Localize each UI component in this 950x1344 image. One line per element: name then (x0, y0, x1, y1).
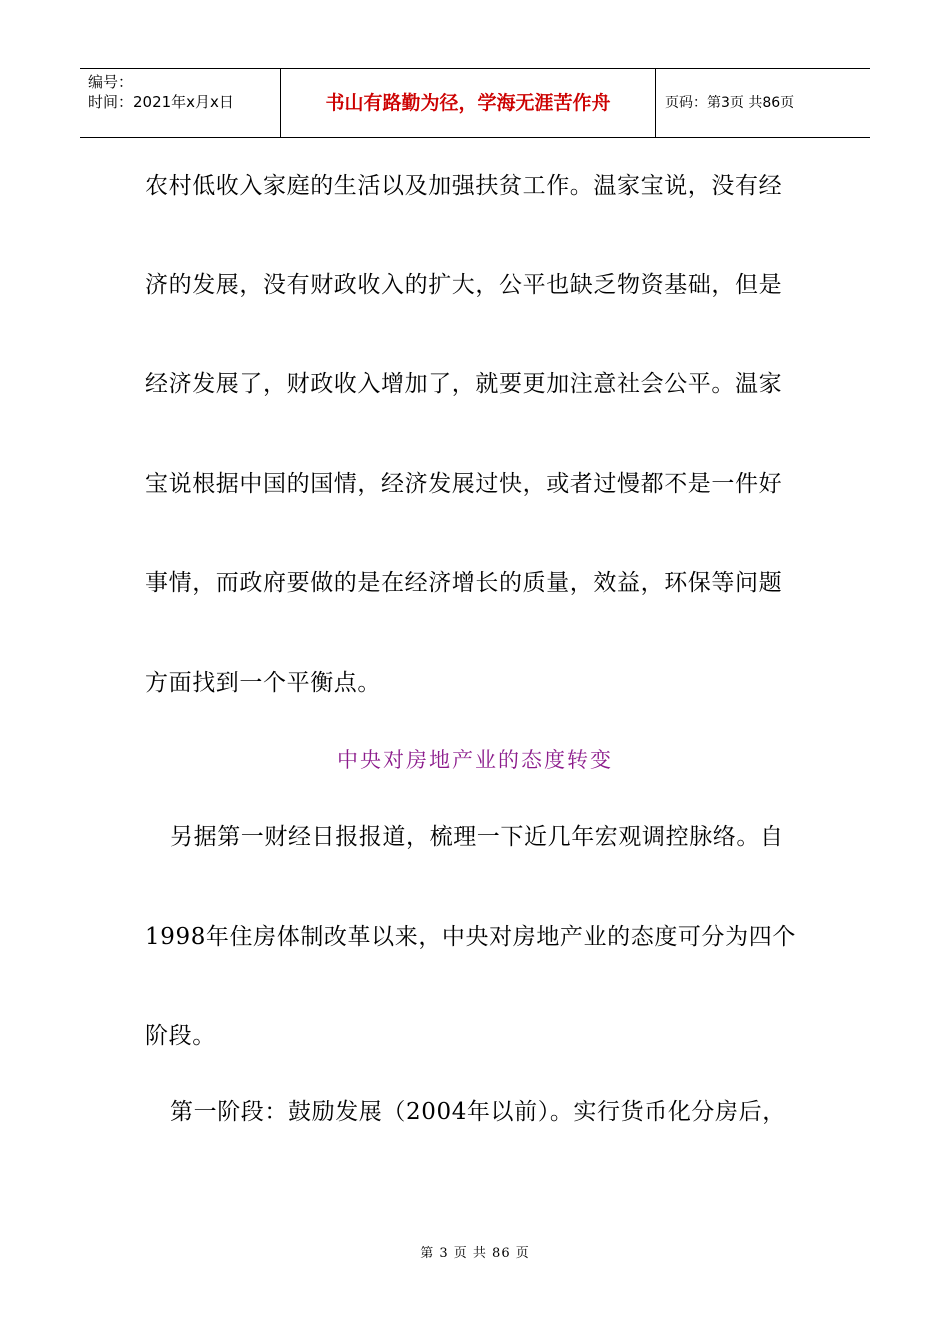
document-number-label: 编号： (88, 73, 134, 91)
page-footer: 第 3 页 共 86 页 (420, 1246, 530, 1261)
paragraph-line: 农村低收入家庭的生活以及加强扶贫工作。温家宝说，没有经 (145, 173, 783, 199)
header-page-cell (656, 69, 870, 137)
header-page-info: 页码：第3页 共86页 (665, 95, 795, 111)
header-meta-cell (80, 69, 280, 137)
section-heading: 中央对房地产业的态度转变 (337, 748, 613, 772)
paragraph-line: 经济发展了，财政收入增加了，就要更加注意社会公平。温家 (145, 371, 783, 397)
paragraph-line: 1998年住房体制改革以来，中央对房地产业的态度可分为四个 (145, 924, 796, 950)
header-motto-cell (280, 69, 656, 137)
paragraph-line: 第一阶段：鼓励发展（2004年以前）。实行货币化分房后， (170, 1099, 786, 1125)
paragraph-line: 阶段。 (145, 1023, 216, 1049)
header-motto: 书山有路勤为径，学海无涯苦作舟 (325, 92, 611, 114)
document-header (80, 68, 870, 138)
paragraph-line: 宝说根据中国的国情，经济发展过快，或者过慢都不是一件好 (145, 471, 783, 497)
paragraph-line: 方面找到一个平衡点。 (145, 670, 381, 696)
paragraph-line: 济的发展，没有财政收入的扩大，公平也缺乏物资基础，但是 (145, 272, 783, 298)
document-date-label: 时间：2021年x月x日 (88, 93, 234, 111)
paragraph-line: 事情，而政府要做的是在经济增长的质量，效益，环保等问题 (145, 570, 783, 596)
paragraph-line: 另据第一财经日报报道，梳理一下近几年宏观调控脉络。自 (170, 824, 784, 850)
